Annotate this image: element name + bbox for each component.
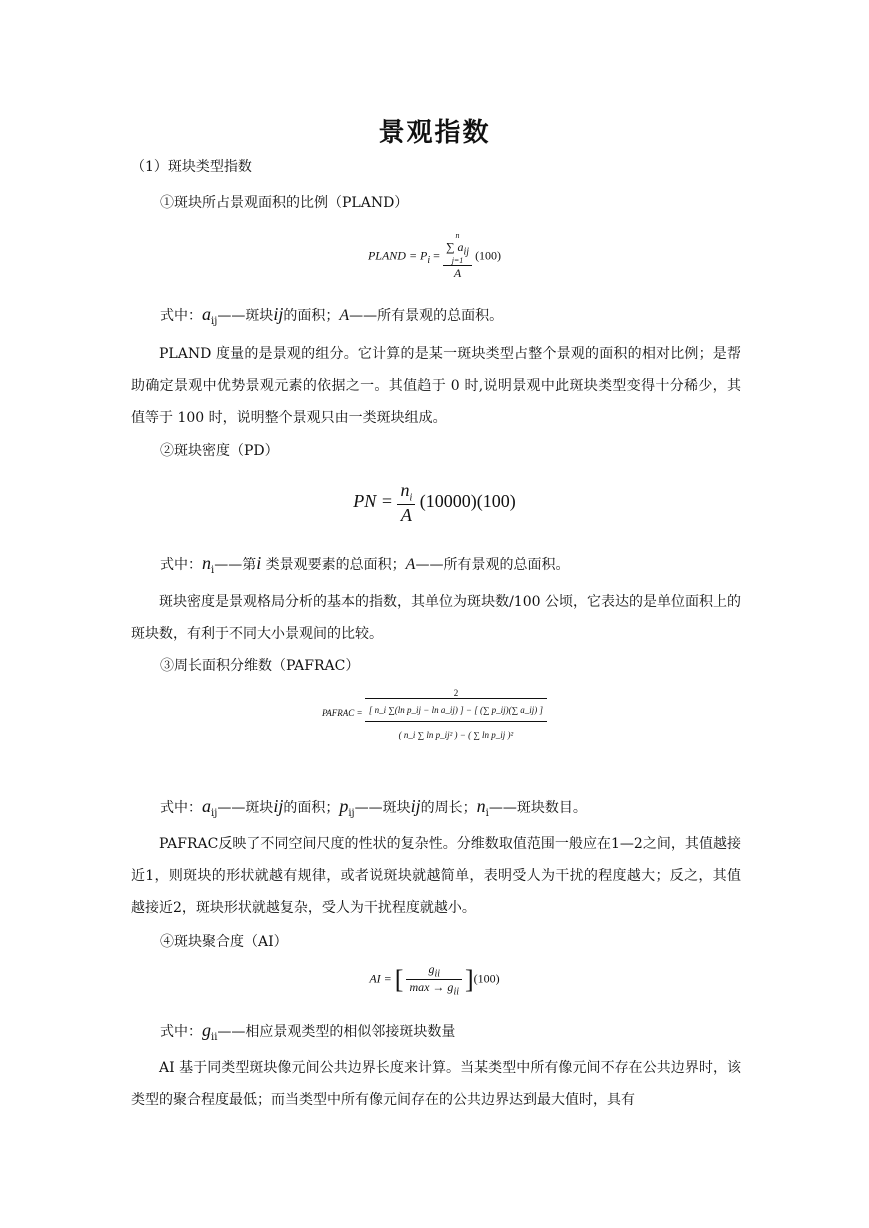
numerator-text: g <box>428 962 435 976</box>
formula-denominator <box>406 980 462 997</box>
var-a-sub: ij <box>211 807 218 819</box>
formula-numerator <box>406 962 462 980</box>
def-text: 类景观要素的总面积； <box>261 557 406 573</box>
sum-lower: j=1 <box>451 256 464 266</box>
bracket-left: [ <box>394 964 404 994</box>
formula-fraction <box>406 962 462 998</box>
formula-tail: (100) <box>473 971 500 986</box>
def-prefix: 式中： <box>160 557 202 573</box>
formula-exponent: 2 <box>453 688 459 698</box>
subsection-heading-pafrac: ③周长面积分维数（PAFRAC） <box>160 658 360 674</box>
var-g: g <box>202 1020 211 1040</box>
def-prefix: 式中： <box>160 308 202 324</box>
def-text: ——相应景观类型的相似邻接斑块数量 <box>217 1024 456 1040</box>
def-prefix: 式中： <box>160 1024 202 1040</box>
var-g-sub: ii <box>211 1031 218 1043</box>
var-a: a <box>202 304 211 324</box>
def-text: ——斑块数目。 <box>488 800 587 816</box>
formula-ai <box>0 962 869 998</box>
definition-pland <box>160 304 503 332</box>
formula-lhs: PLAND = P <box>367 248 428 263</box>
definition-pafrac <box>160 796 587 824</box>
numerator-sub: ij <box>463 246 470 258</box>
def-text: ——所有景观的总面积。 <box>349 308 504 324</box>
var-ij: ij <box>410 796 421 816</box>
formula-pd <box>0 480 869 526</box>
denominator-sub: ii <box>453 986 459 998</box>
def-text: ——所有景观的总面积。 <box>415 557 570 573</box>
formula-pafrac <box>0 688 869 740</box>
def-prefix: 式中： <box>160 800 202 816</box>
var-A: A <box>339 307 350 324</box>
formula-denominator: A <box>453 266 462 281</box>
def-text: ——第 <box>214 557 257 573</box>
var-i: i <box>256 553 262 573</box>
var-p-sub: ij <box>348 807 355 819</box>
formula-sub: i <box>427 254 431 266</box>
var-n: n <box>476 796 486 816</box>
def-text: 的面积； <box>283 800 340 816</box>
var-n-sub: i <box>211 564 215 576</box>
section-heading: （1）斑块类型指数 <box>131 159 252 175</box>
formula-numerator: [ n_i ∑(ln p_ij − ln a_ij) ] − [ (∑ p_ij)(∑ a_ij) ] <box>365 698 547 722</box>
formula-denominator: ( n_i ∑ ln p_ij² ) − ( ∑ ln p_ij )² <box>398 730 514 740</box>
formula-eq: = <box>430 248 443 263</box>
var-ij: ij <box>273 796 284 816</box>
def-text: ——斑块 <box>217 308 274 324</box>
subsection-heading-pland: ①斑块所占景观面积的比例（PLAND） <box>160 195 409 211</box>
formula-denominator: A <box>400 504 412 525</box>
formula-fraction <box>365 688 547 740</box>
paragraph-pd: 斑块密度是景观格局分析的基本的指数，其单位为斑块数/100 公顷，它表达的是单位面积上的斑块数，有利于不同大小景观间的比较。 <box>131 594 741 642</box>
numerator-text: ∑ a <box>445 240 464 254</box>
formula-lhs: PAFRAC = <box>321 708 365 719</box>
formula-pland <box>0 232 869 281</box>
def-text: 的面积； <box>283 308 340 324</box>
formula-tail: (10000)(100) <box>419 490 516 511</box>
def-text: ——斑块 <box>354 800 411 816</box>
bracket-right: ] <box>465 964 474 994</box>
var-p: p <box>339 796 349 816</box>
definition-pd <box>160 553 569 581</box>
paragraph-pland: PLAND 度量的是景观的组分。它计算的是某一斑块类型占整个景观的面积的相对比例；是帮助确定景观中优势景观元素的依据之一。其值趋于 0 时,说明景观中此斑块类型变得十分稀少，其值等于 100 时，说明整个景观只由一类斑块组成。 <box>131 346 741 426</box>
var-n: n <box>202 553 211 573</box>
subsection-heading-pd: ②斑块密度（PD） <box>160 443 279 459</box>
paragraph-pafrac: PAFRAC反映了不同空间尺度的性状的复杂性。分维数取值范围一般应在1—2之间，其值越接近1，则斑块的形状就越有规律，或者说斑块就越简单，表明受人为干扰的程度越大；反之，其值越接近2，斑块形状就越复杂，受人为干扰程度就越小。 <box>131 836 741 916</box>
numerator-sub: i <box>409 492 413 504</box>
paragraph-ai: AI 基于同类型斑块像元间公共边界长度来计算。当某类型中所有像元间不存在公共边界时，该类型的聚合程度最低；而当类型中所有像元间存在的公共边界达到最大值时，具有 <box>131 1060 741 1108</box>
denominator-text: max → g <box>409 980 454 995</box>
page-title: 景观指数 <box>378 118 491 148</box>
formula-fraction <box>397 480 415 526</box>
var-a-sub: ij <box>211 315 218 327</box>
subsection-heading-ai: ④斑块聚合度（AI） <box>160 934 288 950</box>
def-text: ——斑块 <box>217 800 274 816</box>
formula-tail: (100) <box>475 248 502 263</box>
formula-numerator <box>397 480 415 505</box>
definition-ai <box>160 1020 455 1048</box>
formula-lhs: PN = <box>353 490 398 511</box>
var-n-sub: i <box>485 807 489 819</box>
sum-upper: n <box>455 231 460 240</box>
var-a: a <box>202 796 211 816</box>
formula-numerator <box>443 232 472 266</box>
numerator-text: n <box>400 480 410 500</box>
var-A: A <box>405 556 416 573</box>
def-text: 的周长； <box>420 800 477 816</box>
var-ij: ij <box>273 304 284 324</box>
numerator-sub: ii <box>434 968 440 980</box>
formula-fraction <box>443 232 472 281</box>
formula-lhs: AI = <box>369 971 395 986</box>
